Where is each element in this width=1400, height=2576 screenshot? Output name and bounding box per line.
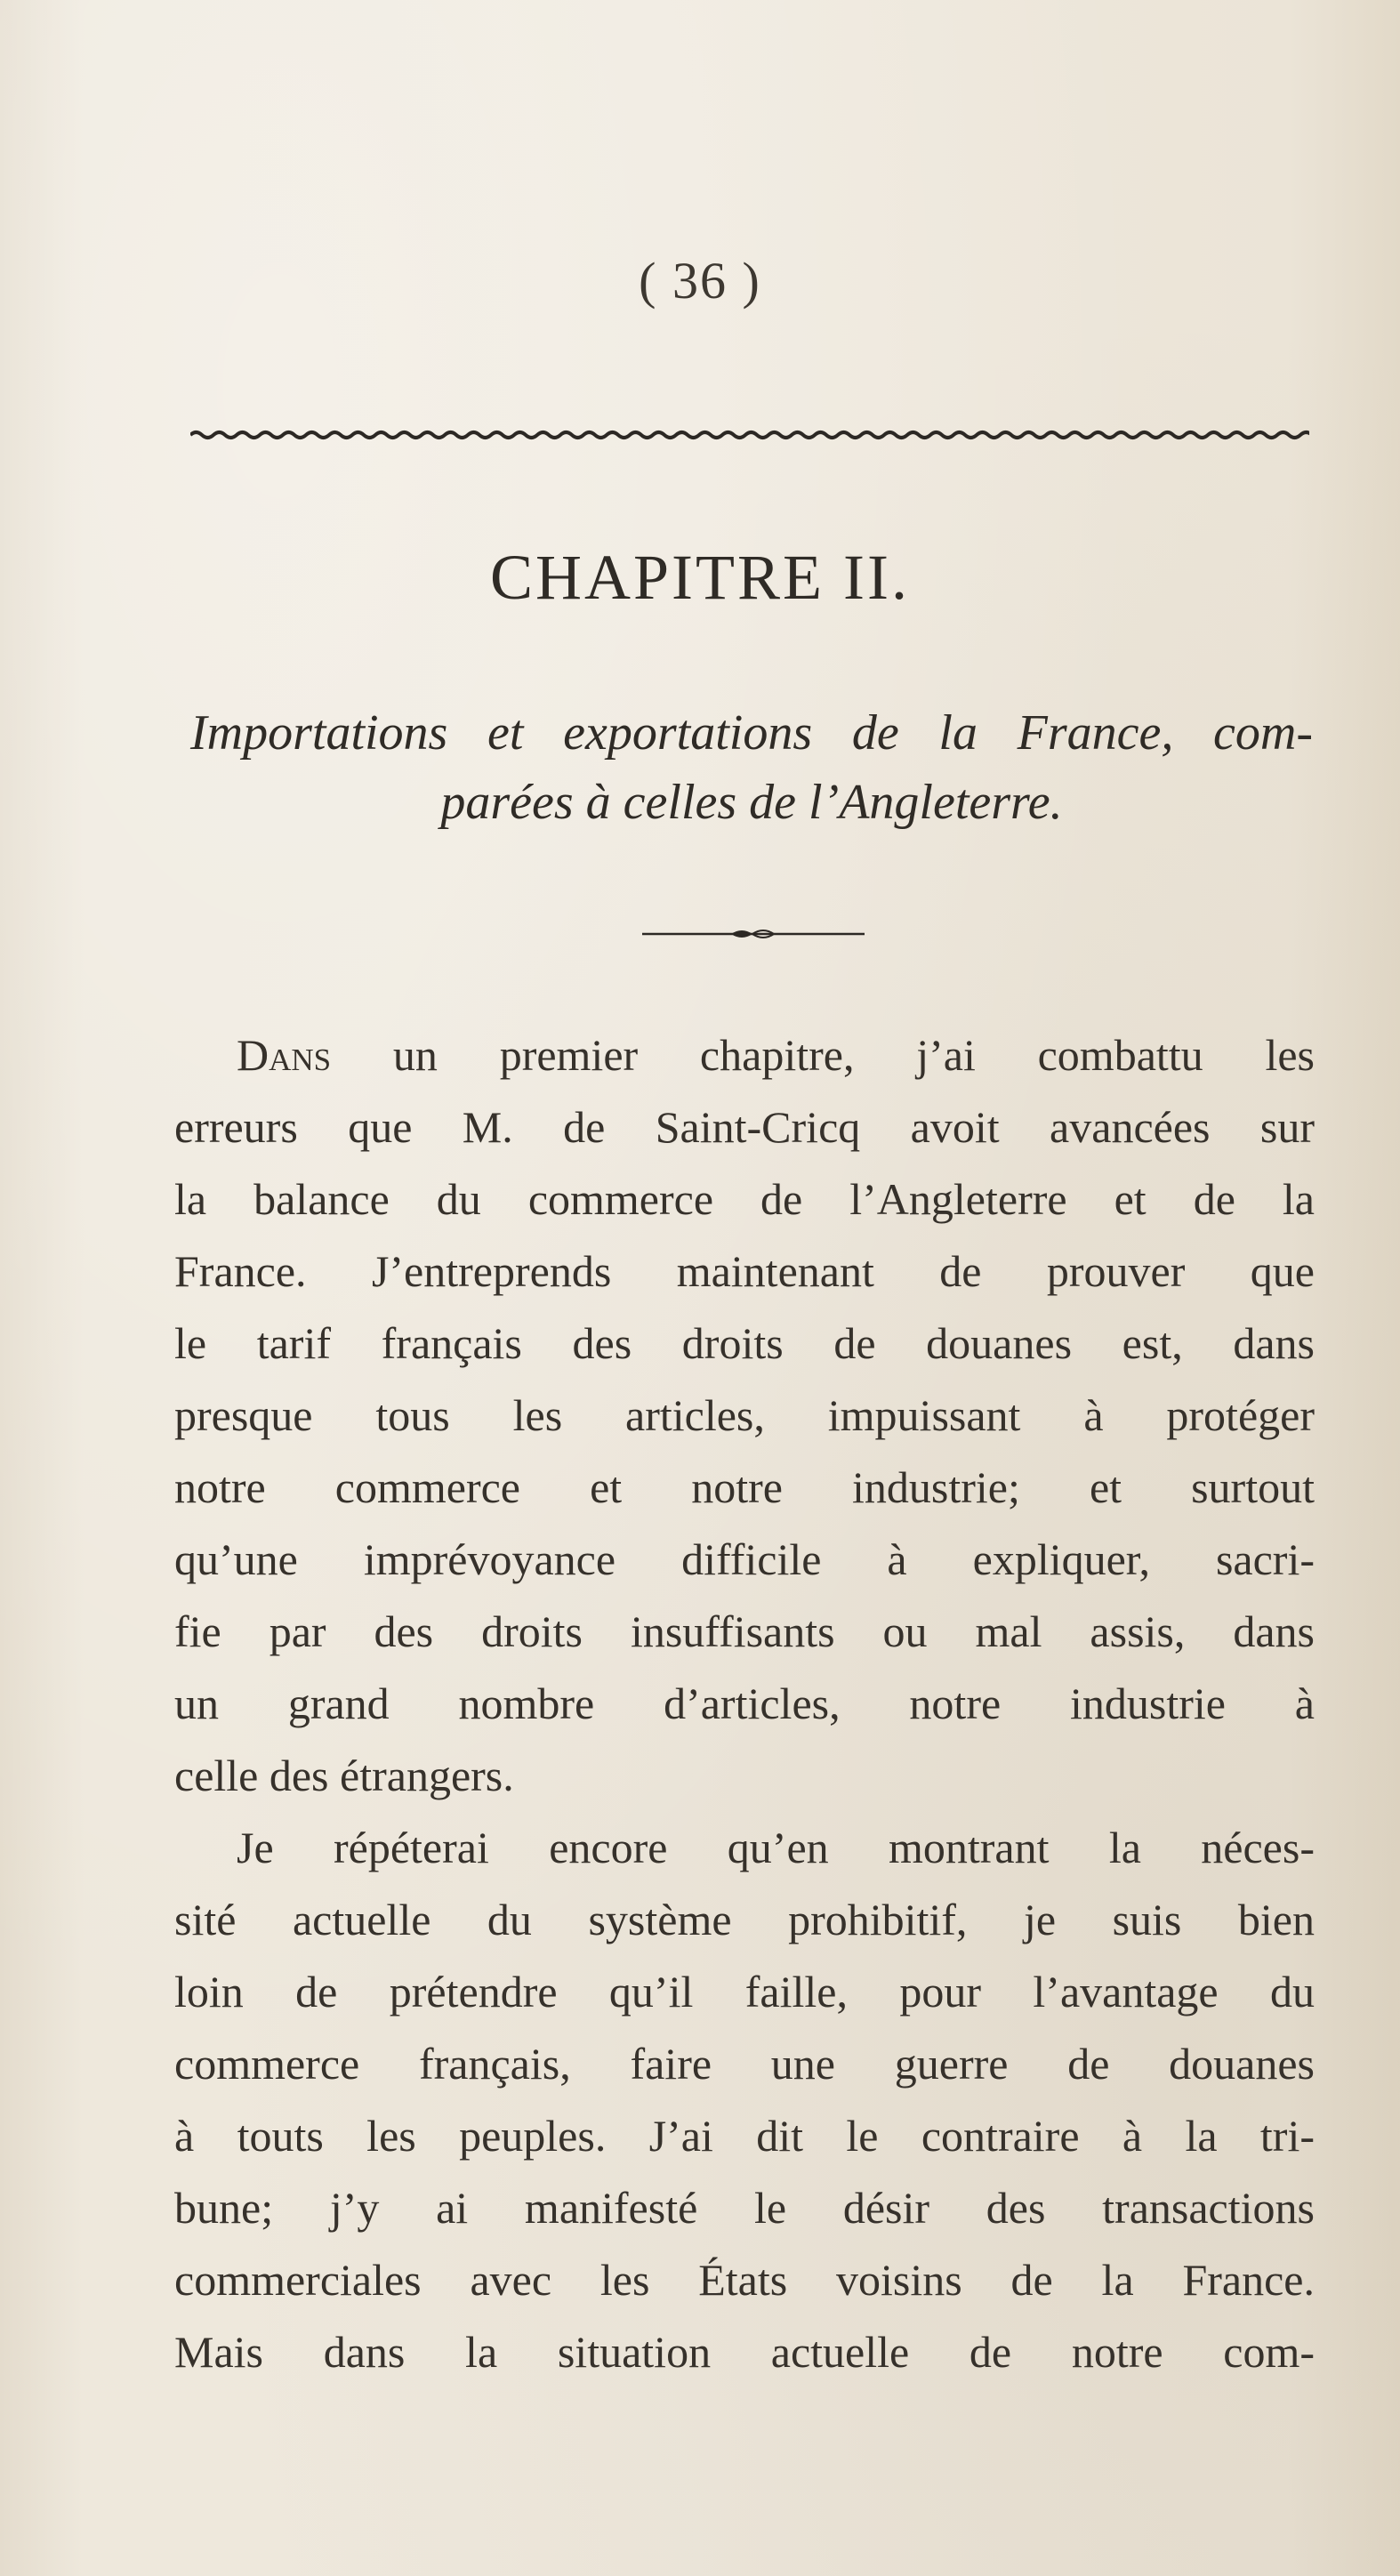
- paragraph-1-line: la balance du commerce de l’Angleterre et de la: [174, 1174, 1315, 1224]
- paragraph-1-line: qu’une imprévoyance difficile à expliquer, sacri-: [174, 1534, 1315, 1584]
- paragraph-1-line: France. J’entreprends maintenant de prouver que: [174, 1246, 1315, 1296]
- paragraph-2-line: commerciales avec les États voisins de la France.: [174, 2255, 1315, 2305]
- paragraph-1-line: celle des étrangers.: [174, 1751, 514, 1800]
- paragraph-2-line: Mais dans la situation actuelle de notre com-: [174, 2327, 1315, 2377]
- paragraph-2-line: commerce français, faire une guerre de douanes: [174, 2039, 1315, 2089]
- paragraph-1-line: notre commerce et notre industrie; et surtout: [174, 1462, 1315, 1512]
- wavy-rule-divider: [190, 425, 1309, 445]
- dropcap-word: Dans: [237, 1030, 332, 1080]
- paragraph-1-line-1-rest: un premier chapitre, j’ai combattu les: [331, 1030, 1315, 1080]
- body-text: [174, 1019, 1315, 2388]
- page-number: ( 36 ): [639, 252, 761, 310]
- ornament-divider: [642, 925, 865, 943]
- paragraph-2-line: sité actuelle du système prohibitif, je suis bien: [174, 1895, 1315, 1944]
- chapter-subtitle-line-1: Importations et exportations de la France, com-: [190, 705, 1313, 761]
- chapter-title: CHAPITRE II.: [490, 542, 910, 613]
- paragraph-1-line: un grand nombre d’articles, notre industrie à: [174, 1678, 1315, 1728]
- paragraph-1-line: presque tous les articles, impuissant à protéger: [174, 1390, 1315, 1440]
- paragraph-1-line: le tarif français des droits de douanes est, dans: [174, 1318, 1315, 1368]
- paragraph-1-line-1: [174, 1019, 1315, 1091]
- paragraph-2-line: Je répéterai encore qu’en montrant la néces-: [237, 1823, 1315, 1872]
- paragraph-2-line: loin de prétendre qu’il faille, pour l’avantage du: [174, 1967, 1315, 2017]
- paragraph-2-line: à touts les peuples. J’ai dit le contraire à la tri-: [174, 2111, 1315, 2161]
- paragraph-1-line: erreurs que M. de Saint-Cricq avoit avancées sur: [174, 1102, 1315, 1152]
- paragraph-2-line: bune; j’y ai manifesté le désir des transactions: [174, 2183, 1315, 2233]
- paragraph-1-line: fie par des droits insuffisants ou mal assis, dans: [174, 1606, 1315, 1656]
- chapter-subtitle-line-2: parées à celles de l’Angleterre.: [440, 775, 1063, 830]
